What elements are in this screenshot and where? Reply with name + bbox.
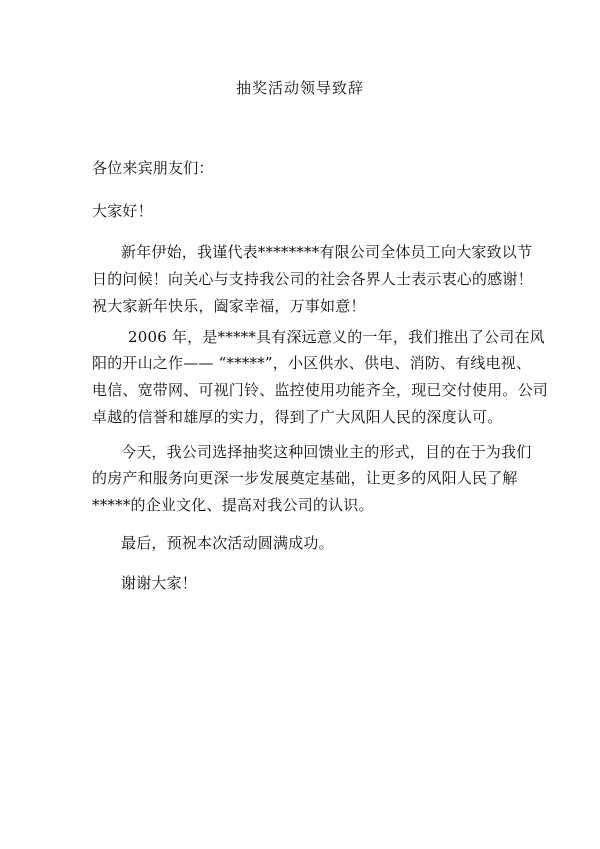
- paragraph-line: 卓越的信誉和雄厚的实力，得到了广大风阳人民的深度认可。: [92, 408, 503, 426]
- paragraph-line: 日的问候！向关心与支持我公司的社会各界人士表示衷心的感谢！: [92, 270, 533, 288]
- paragraph-line: *****的企业文化、提高对我公司的认识。: [92, 496, 374, 514]
- paragraph-line: 电信、宽带网、可视门铃、监控使用功能齐全，现已交付使用。公司: [92, 381, 549, 399]
- paragraph-line: 新年伊始，我谨代表********有限公司全体员工向大家致以节: [121, 243, 533, 261]
- paragraph-line: 阳的开山之作—— “*****”，小区供水、供电、消防、有线电视、: [92, 354, 532, 372]
- paragraph-line: 2006 年，是*****具有深远意义的一年，我们推出了公司在风: [128, 328, 545, 346]
- paragraph-line: 今天，我公司选择抽奖这种回馈业主的形式，目的在于为我们: [121, 443, 532, 461]
- closing-line: 最后，预祝本次活动圆满成功。: [121, 534, 334, 552]
- paragraph-line: 祝大家新年快乐，阖家幸福，万事如意！: [92, 297, 366, 315]
- thanks-line: 谢谢大家！: [121, 574, 198, 592]
- salutation: 各位来宾朋友们：: [92, 159, 214, 177]
- page-title: 抽奖活动领导致辞: [235, 79, 364, 97]
- paragraph-line: 的房产和服务向更深一步发展奠定基础，让更多的风阳人民了解: [92, 469, 518, 487]
- greeting: 大家好！: [92, 202, 153, 220]
